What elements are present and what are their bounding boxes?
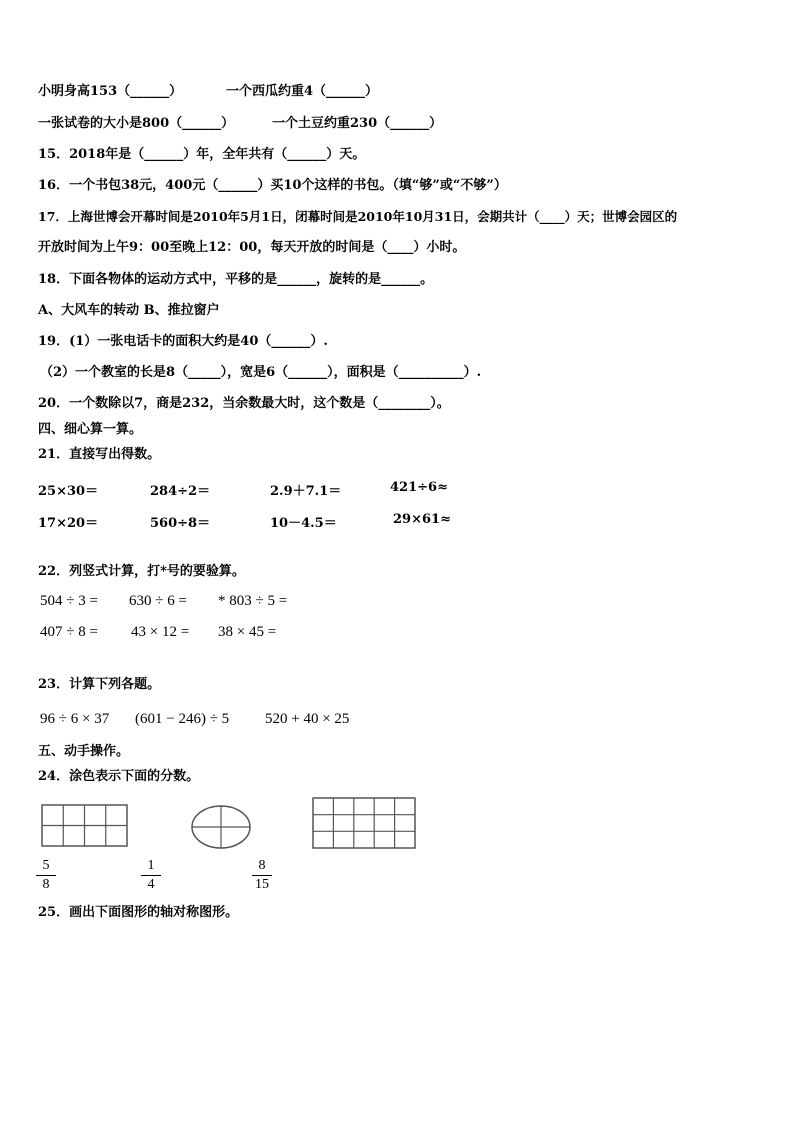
q22-item: 504 ÷ 3 = [40,593,98,609]
section-4-heading: 四、细心算一算。 [38,422,143,437]
fraction-denominator: 4 [147,877,155,892]
fraction-5-8 [36,858,56,893]
q23-item: (601 − 246) ÷ 5 [135,711,230,727]
fraction-denominator: 8 [42,877,50,892]
question-18-options: A、大风车的转动 B、推拉窗户 [38,303,220,318]
fraction-bar [36,875,56,876]
fraction-denominator: 15 [255,877,269,892]
q-line-2b: 一个土豆约重230（______） [272,116,443,131]
q23-item: 96 ÷ 6 × 37 [40,711,110,727]
q21-item: 421÷6≈ [390,480,448,495]
q23-item: 520 + 40 × 25 [265,711,350,727]
fraction-numerator: 8 [258,858,266,873]
question-22: 22．列竖式计算，打*号的要验算。 [38,564,245,579]
fraction-1-4 [141,858,161,893]
q22-item: 407 ÷ 8 = [40,624,98,640]
question-17-line-1: 17．上海世博会开幕时间是2010年5月1日，闭幕时间是2010年10月31日，会期共计（____）天；世博会园区的 [38,209,678,224]
question-23: 23．计算下列各题。 [38,677,161,692]
fraction-numerator: 1 [147,858,155,873]
q21-item: 29×61≈ [393,512,451,527]
q-line-1a: 小明身高153（______） [38,84,183,99]
q21-item: 284÷2＝ [150,484,211,499]
question-18: 18．下面各物体的运动方式中，平移的是______，旋转的是______。 [38,272,434,287]
q22-item: 43 × 12 = [131,624,190,640]
grid-rect-8-cells [41,804,128,847]
fraction-numerator: 5 [42,858,50,873]
q22-item: 38 × 45 = [218,624,277,640]
section-5-heading: 五、动手操作。 [38,744,130,759]
question-21: 21．直接写出得数。 [38,447,161,462]
circle-4-parts [190,804,252,850]
q21-item: 2.9＋7.1＝ [270,484,342,499]
q21-item: 25×30＝ [38,484,99,499]
q21-item: 10－4.5＝ [270,516,337,531]
q22-item: * 803 ÷ 5 = [218,593,288,609]
q-line-2a: 一张试卷的大小是800（______） [38,116,235,131]
question-17-line-2: 开放时间为上午9：00至晚上12：00，每天开放的时间是（____）小时。 [38,240,466,255]
fraction-bar [141,875,161,876]
q22-item: 630 ÷ 6 = [129,593,187,609]
fraction-8-15 [252,858,272,893]
fraction-bar [252,875,272,876]
q21-item: 560÷8＝ [150,516,211,531]
question-19-part-2: （2）一个教室的长是8（_____），宽是6（______），面积是（__________）. [40,365,482,380]
question-19-part-1: 19．(1）一张电话卡的面积大约是40（______）. [38,334,328,349]
question-25: 25．画出下面图形的轴对称图形。 [38,905,239,920]
q-line-1b: 一个西瓜约重4（______） [226,84,379,99]
question-20: 20．一个数除以7，商是232，当余数最大时，这个数是（________）。 [38,396,450,411]
question-15: 15．2018年是（______）年，全年共有（______）天。 [38,147,366,162]
grid-rect-15-cells [312,797,416,849]
question-24: 24．涂色表示下面的分数。 [38,769,200,784]
q21-item: 17×20＝ [38,516,99,531]
question-16: 16．一个书包38元，400元（______）买10个这样的书包。（填“够”或“不够”） [38,178,507,193]
